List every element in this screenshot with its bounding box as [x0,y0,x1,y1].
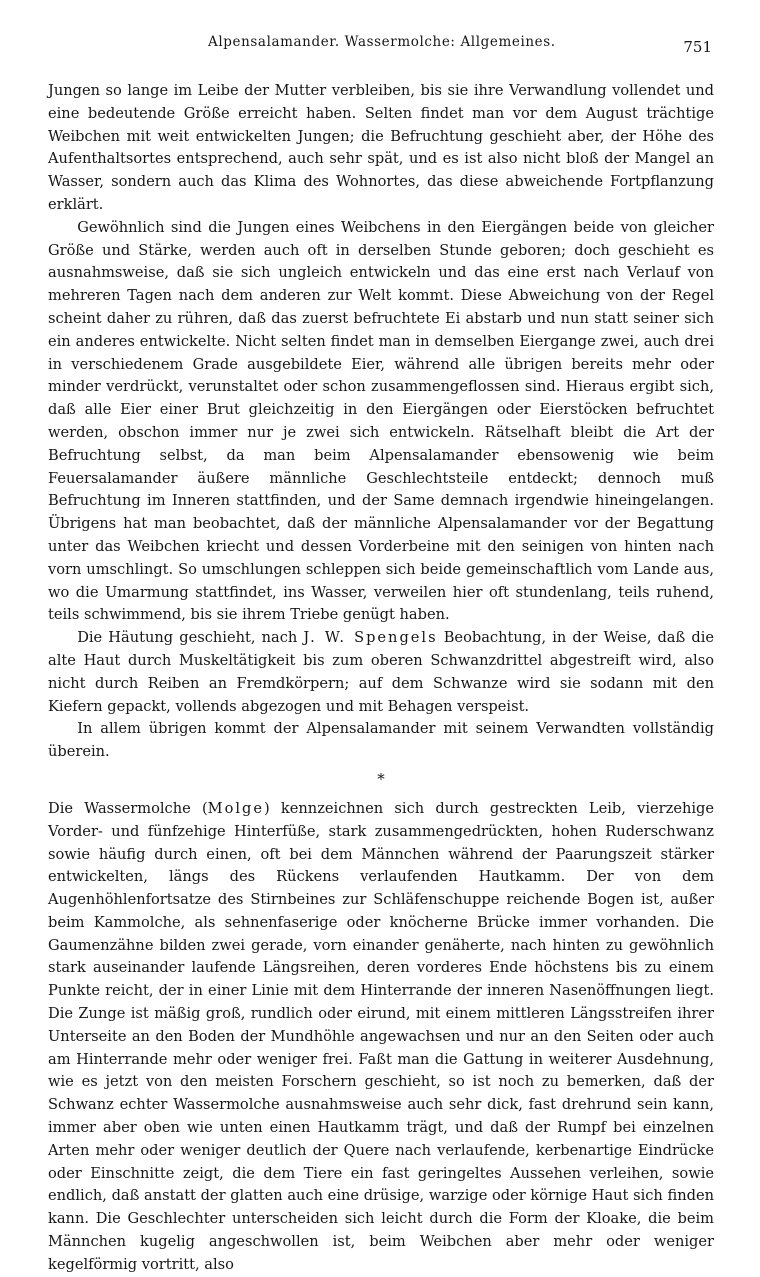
paragraph-brood-development: Gewöhnlich sind die Jungen eines Weibchens in den Eiergängen beide von gleicher Größe und Stärke, werden auch oft in derselben Stunde geboren; doch geschieht es ausnahmsweise, daß sie sich ungleich entwickeln und das eine erst nach Verlauf von mehreren Tagen nach dem anderen zur Welt kommt. Diese Abweichung von der Regel scheint daher zu rühren, daß das zuerst befruchtete Ei abstarb und nun statt seiner sich ein anderes entwickelte. Nicht selten findet man in demselben Eiergange zwei, auch drei in verschiedenem Grade ausgebildete Eier, während alle übrigen bereits mehr oder minder verdrückt, verunstaltet oder schon zusammengeflossen sind. Hieraus ergibt sich, daß alle Eier einer Brut gleichzeitig in den Eiergängen oder Eierstöcken befruchtet werden, obschon immer nur je zwei sich entwickeln. Rätselhaft bleibt die Art der Befruchtung selbst, da man beim Alpensalamander ebensowenig wie beim Feuersalamander äußere männliche Geschlechtsteile entdeckt; dennoch muß Befruchtung im Inneren stattfinden, und der Same demnach irgendwie hineingelangen. Übrigens hat man beobachtet, daß der männliche Alpensalamander vor der Begattung unter das Weibchen kriecht und dessen Vorderbeine mit den seinigen von hinten nach vorn umschlingt. So umschlungen schleppen sich beide gemeinschaftlich vom Lande aus, wo die Umarmung stattfindet, ins Wasser, verweilen hier oft stundenlang, teils ruhend, teils schwimmend, bis sie ihrem Triebe genügt haben. [48,218,714,624]
running-header [48,26,714,60]
paragraph-conclusion: In allem übrigen kommt der Alpensalamander mit seinem Verwandten vollständig überein. [48,720,714,761]
paragraph-newts-description [48,798,714,1277]
newts-text-start: Die Wassermolche ( [48,799,208,817]
section-gap [48,790,714,798]
author-name: J. W. Spengels [303,629,438,647]
molting-text-start: Die Häutung geschieht, nach [77,629,304,647]
genus-name: Molge [207,799,265,817]
newts-text-end: ) kennzeichnen sich durch gestreckten Leib, vierzehige Vorder- und fünfzehige Hinterfüße, stark zusammengedrückten, hohen Ruderschwanz sowie häufig durch einen, oft bei dem Männchen während der Paarungszeit stärker entwickelten, längs des Rückens verlaufenden Hautkamm. Der von dem Augenhöhlenfortsatze des Stirnbeines zur Schläfenschuppe reichende Bogen ist, außer beim Kammolche, als sehnenfaserige oder knöcherne Brücke immer vorhanden. Die Gaumenzähne bilden zwei gerade, vorn einander genäherte, nach hinten zu gewöhnlich stark auseinander laufende Längsreihen, deren vorderes Ende höchstens bis zu einem Punkte reicht, der in einer Linie mit dem Hinterrande der inneren Nasenöffnungen liegt. Die Zunge ist mäßig groß, rundlich oder eirund, mit einem mittleren Längsstreifen ihrer Unterseite an den Boden der Mundhöhle angewachsen und nur an den Seiten oder auch am Hinterrande mehr oder weniger frei. Faßt man die Gattung in weiterer Ausdehnung, wie es jetzt von den meisten Forschern geschieht, so ist noch zu bemerken, daß der Schwanz echter Wassermolche ausnahmsweise auch sehr dick, fast drehrund sein kann, immer aber oben wie unten einen Hautkamm trägt, und daß der Rumpf bei einzelnen Arten mehr oder weniger deutlich der Quere nach verlaufende, kerbenartige Eindrücke oder Einschnitte zeigt, die dem Tiere ein fast geringeltes Aussehen verleihen, sowie endlich, daß anstatt der glatten auch eine drüsige, warzige oder körnige Haut sich finden kann. Die Geschlechter unterscheiden sich leicht durch die Form der Kloake, die beim Männchen kugelig angeschwollen ist, beim Weibchen aber mehr oder weniger kegelförmig vortritt, also [48,799,714,1273]
page-number: 751 [683,38,712,56]
body-text [48,80,714,1277]
section-separator: * [377,769,385,788]
running-title: Alpensalamander. Wassermolche: Allgemeines. [208,34,556,50]
paragraph-continuation: Jungen so lange im Leibe der Mutter verbleiben, bis sie ihre Verwandlung vollendet und eine bedeutende Größe erreicht haben. Selten findet man vor dem August trächtige Weibchen mit weit entwickelten Jungen; die Befruchtung geschieht aber, der Höhe des Aufenthaltsortes entsprechend, auch sehr spät, und es ist also nicht bloß der Mangel an Wasser, sondern auch das Klima des Wohnortes, das diese abweichende Fortpflanzung erklärt. [48,82,714,213]
molting-text-end: Beobachtung, in der Weise, daß die alte Haut durch Muskeltätigkeit bis zum oberen Schwanzdrittel abgestreift wird, also nicht durch Reiben an Fremdkörpern; auf dem Schwanze wird sie sodann mit den Kiefern gepackt, vollends abgezogen und mit Behagen verspeist. [48,629,715,715]
paragraph-molting [48,627,714,718]
